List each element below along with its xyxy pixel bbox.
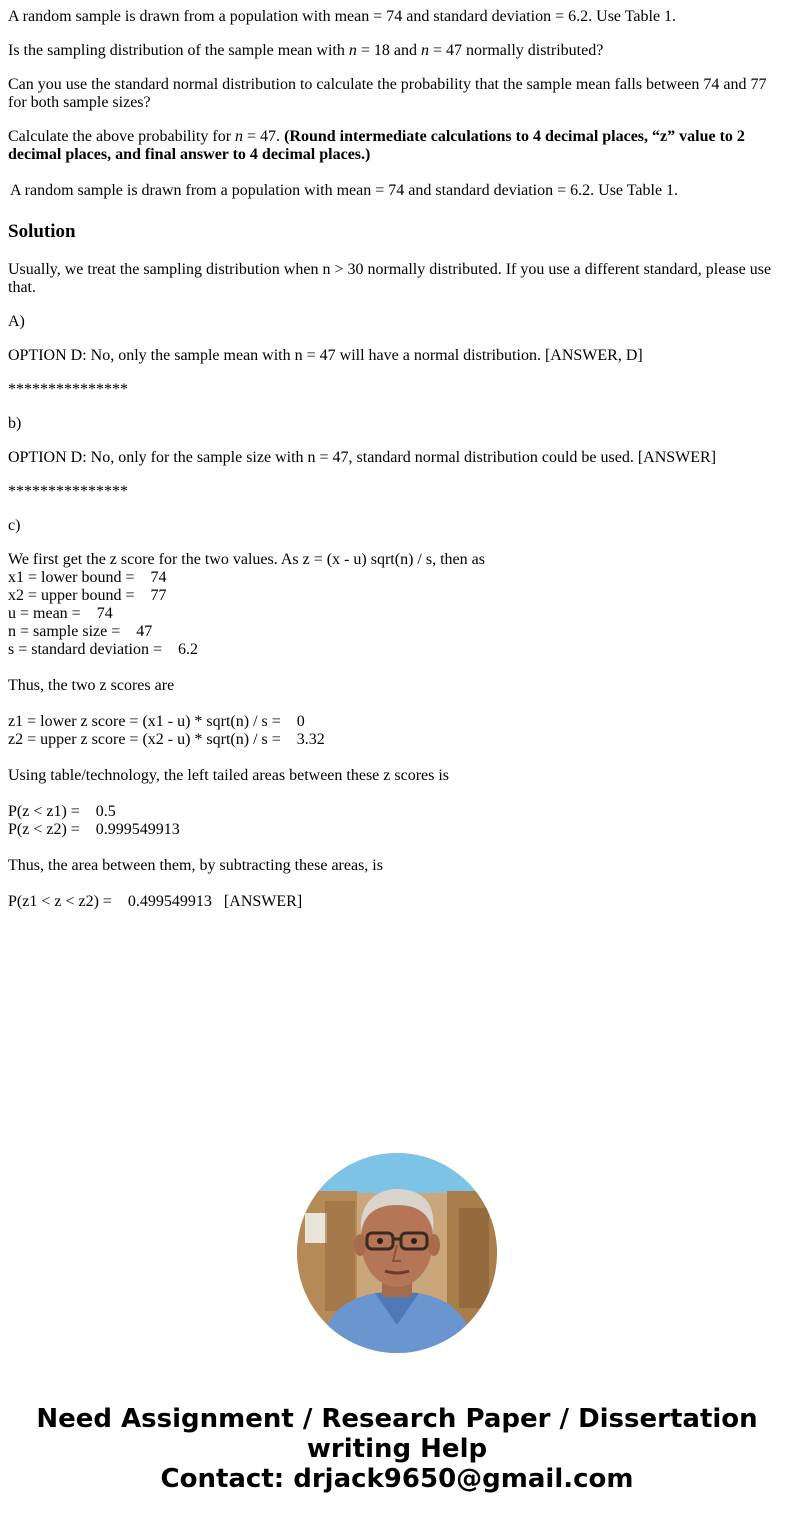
author-avatar	[297, 1153, 497, 1353]
question-c-mid: = 47.	[243, 128, 285, 145]
solution-note: Usually, we treat the sampling distribution when n > 30 normally distributed. If you use a different standard, please use that.	[8, 261, 772, 296]
solution-body	[8, 261, 786, 911]
solution-heading: Solution	[8, 221, 76, 242]
z-intro: Thus, the two z scores are	[8, 677, 175, 694]
part-c-work	[8, 551, 786, 911]
question-a-n1: n	[348, 42, 357, 59]
question-c-text: Calculate the above probability for	[8, 128, 236, 145]
question-c	[8, 128, 786, 164]
question-a-post: = 47 normally distributed?	[428, 42, 604, 59]
part-c-label: c)	[8, 517, 21, 534]
variable-line: u = mean = 74	[8, 605, 113, 622]
question-intro: A random sample is drawn from a population with mean = 74 and standard deviation = 6.2. Use Table 1.	[8, 8, 677, 25]
part-a-label: A)	[8, 313, 25, 330]
author-photo	[297, 1153, 497, 1353]
question-a-text: Is the sampling distribution of the sample mean with	[8, 42, 349, 59]
part-b-label: b)	[8, 415, 22, 432]
part-b-answer: OPTION D: No, only for the sample size with n = 47, standard normal distribution could be used. [ANSWER]	[8, 449, 717, 466]
z-score-line: z1 = lower z score = (x1 - u) * sqrt(n) / s = 0	[8, 713, 305, 730]
area-line: P(z < z2) = 0.999549913	[8, 821, 180, 838]
question-c-n: n	[235, 128, 244, 145]
variable-line: x2 = upper bound = 77	[8, 587, 167, 604]
separator: ***************	[8, 381, 128, 398]
z-score-line: z2 = upper z score = (x2 - u) * sqrt(n) / s = 3.32	[8, 731, 325, 748]
promo-footer	[0, 1404, 794, 1494]
promo-line-1: Need Assignment / Research Paper / Dissertation	[36, 1404, 758, 1434]
promo-line-2: writing Help	[306, 1434, 488, 1464]
separator: ***************	[8, 483, 128, 500]
question-c-rounding-note: (Round intermediate calculations to 4 decimal places, “z” value to 2 decimal places, and final answer to 4 decimal places.)	[8, 128, 745, 163]
part-a-answer: OPTION D: No, only the sample mean with n = 47 will have a normal distribution. [ANSWER, D]	[8, 347, 643, 364]
area-line: P(z < z1) = 0.5	[8, 803, 116, 820]
question-b: Can you use the standard normal distribution to calculate the probability that the sample mean falls between 74 and 77 for both sample sizes?	[8, 76, 767, 111]
variable-line: n = sample size = 47	[8, 623, 153, 640]
part-c-intro: We first get the z score for the two values. As z = (x - u) sqrt(n) / s, then as	[8, 551, 485, 568]
variable-line: x1 = lower bound = 74	[8, 569, 167, 586]
question-a	[8, 42, 603, 60]
question-a-mid: = 18 and	[356, 42, 421, 59]
promo-contact: Contact: drjack9650@gmail.com	[160, 1464, 634, 1494]
question-intro-repeat: A random sample is drawn from a population with mean = 74 and standard deviation = 6.2. Use Table 1.	[10, 182, 679, 199]
question-a-n2: n	[420, 42, 429, 59]
area-intro: Using table/technology, the left tailed areas between these z scores is	[8, 767, 450, 784]
subtract-intro: Thus, the area between them, by subtracting these areas, is	[8, 857, 383, 874]
final-answer: P(z1 < z < z2) = 0.499549913 [ANSWER]	[8, 893, 303, 910]
variable-line: s = standard deviation = 6.2	[8, 641, 199, 658]
